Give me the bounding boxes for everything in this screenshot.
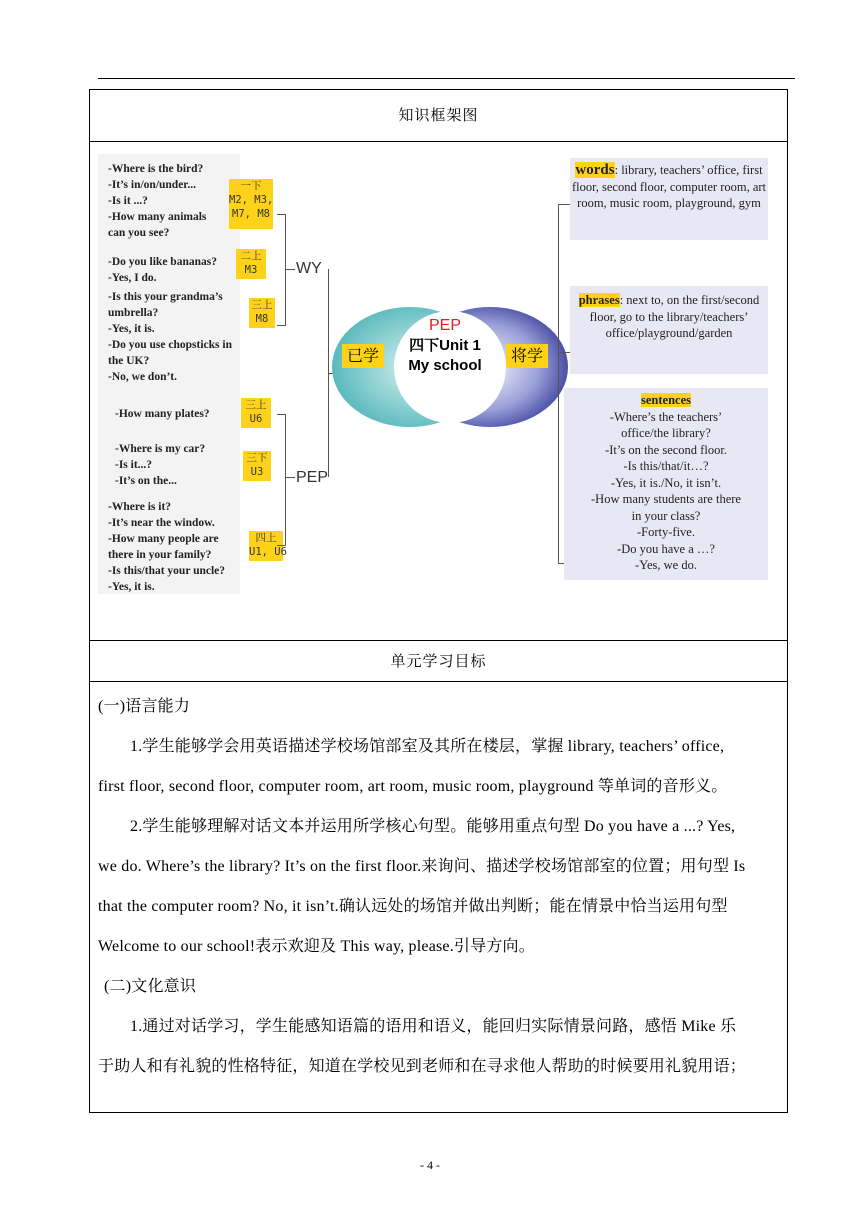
sentence-line: -Yes, we do.: [635, 558, 697, 572]
goal-2-line-3: that the computer room? No, it isn’t.确认远处的场馆并做出判断；能在情景中恰当运用句型: [98, 898, 728, 915]
sentence-line: -Yes, it is./No, it isn’t.: [610, 475, 722, 490]
section-cultural-awareness: (二)文化意识: [104, 978, 197, 995]
sentences-label: sentences: [641, 393, 691, 407]
goal-1-line-2: first floor, second floor, computer room, art room, music room, playground 等单词的音形义。: [98, 778, 728, 795]
sticky-note-6: 四上 U1, U6: [249, 531, 283, 561]
wy-bracket: [277, 214, 286, 326]
phrases-label: phrases: [578, 293, 620, 307]
branch-wy: WY: [296, 260, 322, 277]
left-group-2: -Do you like bananas? -Yes, I do.: [108, 256, 217, 284]
sticky-note-5: 三下 U3: [243, 451, 271, 481]
learned-label: 已学: [342, 344, 384, 368]
sentence-line: in your class?: [631, 508, 701, 523]
branch-pep: PEP: [296, 469, 329, 486]
goal-3-line-2: 于助人和有礼貌的性格特征，知道在学校见到老师和在寻求他人帮助的时候要用礼貌用语；: [98, 1058, 747, 1075]
section-language-ability: (一)语言能力: [98, 698, 191, 715]
sentence-line: -How many students are there: [591, 492, 741, 506]
page-number: - 4 -: [420, 1158, 440, 1172]
left-group-1: -Where is the bird? -It’s in/on/under... -Is it ...? -How many animals can you see?: [108, 163, 207, 239]
sticky-note-2: 二上 M3: [236, 249, 266, 279]
sentence-line: office/the library?: [621, 426, 711, 440]
goal-3-line-1: 1.通过对话学习，学生能感知语篇的语用和语义，能回归实际情景问路，感悟 Mike 乐: [130, 1018, 737, 1035]
goal-2-line-4: Welcome to our school!表示欢迎及 This way, please.引导方向。: [98, 938, 535, 955]
sticky-note-3: 三上 M8: [249, 298, 275, 328]
header-rule: [98, 78, 795, 79]
framework-title: 知识框架图: [90, 90, 787, 142]
sentence-line: -It’s on the second floor.: [605, 442, 727, 457]
words-connector: [558, 204, 570, 205]
words-panel: [570, 158, 768, 240]
sentence-line: -Forty-five.: [637, 525, 695, 539]
content-table: [89, 89, 788, 1113]
phrases-text: : next to, on the first/second floor, go to the library/teachers’ office/playground/garden: [589, 293, 760, 340]
right-trunk: [558, 204, 560, 564]
sticky-note-4: 三上 U6: [241, 398, 271, 428]
phrases-panel: [570, 286, 768, 374]
goal-1-line-1: 1.学生能够学会用英语描述学校场馆部室及其所在楼层，掌握 library, teachers’ office,: [130, 738, 725, 755]
sentences-panel: [564, 388, 768, 580]
center-line-1: PEP: [428, 317, 461, 334]
sticky-note-1: 一下 M2, M3, M7, M8: [229, 179, 273, 229]
center-title: [400, 316, 490, 376]
sentence-line: -Where’s the teachers’: [609, 409, 723, 424]
sentence-line: -Do you have a …?: [617, 541, 715, 556]
pep-connector: [285, 477, 295, 478]
left-group-5: -Where is my car? -Is it...? -It’s on the...: [115, 443, 206, 487]
left-group-3: -Is this your grandma’s umbrella? -Yes, it is. -Do you use chopsticks in the UK? -No, we don’t.: [108, 291, 232, 383]
goal-2-line-2: we do. Where’s the library? It’s on the first floor.来询问、描述学校场馆部室的位置；用句型 Is: [98, 858, 746, 875]
left-group-4: -How many plates?: [115, 408, 210, 420]
phrases-connector: [558, 352, 570, 353]
sentence-line: -Is this/that/it…?: [623, 459, 709, 473]
knowledge-framework-diagram: [90, 142, 787, 640]
goals-title: 单元学习目标: [90, 640, 787, 682]
words-label: words: [575, 162, 615, 178]
left-group-6: -Where is it? -It’s near the window. -How many people are there in your family? -Is this/that your uncle? -Yes, it is.: [108, 501, 226, 593]
wy-connector: [285, 269, 295, 270]
pep-bracket: [277, 414, 286, 546]
words-text: : library, teachers’ office, first floor, second floor, computer room, art room, music room, playground, gym: [571, 163, 767, 210]
center-line-3: My school: [408, 357, 482, 374]
will-learn-label: 将学: [506, 344, 548, 368]
center-line-2: 四下Unit 1: [409, 337, 481, 354]
goal-2-line-1: 2.学生能够理解对话文本并运用所学核心句型。能够用重点句型 Do you have a ...? Yes,: [130, 818, 736, 835]
